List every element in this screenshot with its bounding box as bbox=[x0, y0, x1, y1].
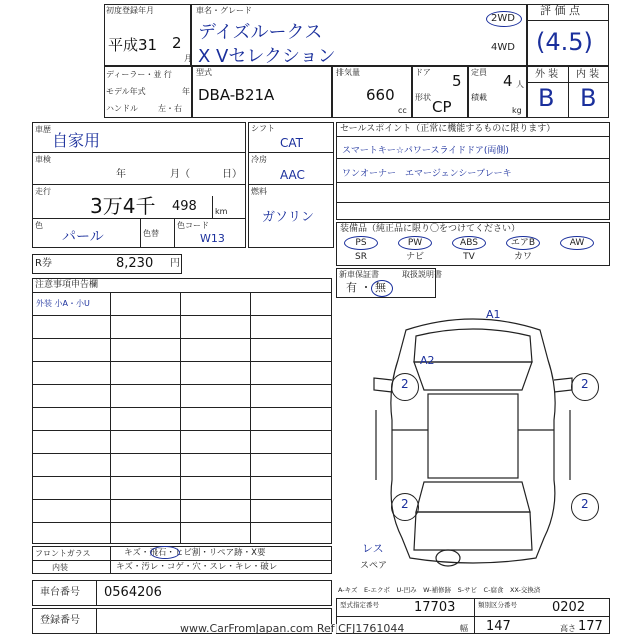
color-change-label: 色替 bbox=[143, 229, 159, 238]
notes-rule bbox=[32, 522, 332, 523]
year-unit: 年 bbox=[182, 87, 190, 96]
notes-rule bbox=[32, 384, 332, 385]
stone-chip-circle bbox=[150, 546, 180, 559]
vi-line1 bbox=[32, 152, 246, 153]
eval-score: (4.5) bbox=[536, 28, 593, 56]
type-label: 型式 bbox=[196, 68, 212, 77]
eval-label: 評 価 点 bbox=[540, 4, 580, 17]
sp-line0 bbox=[336, 136, 610, 137]
shape-label: 形状 bbox=[415, 93, 431, 102]
notes-rule bbox=[32, 499, 332, 500]
sales-point-1: スマートキー☆パワースライドドア(両側) bbox=[342, 146, 509, 156]
interior-label: 内装 bbox=[52, 563, 68, 572]
use-label: 車歴 bbox=[35, 125, 51, 134]
sp-line3 bbox=[336, 202, 610, 203]
shift-label: シフト bbox=[251, 124, 275, 133]
notes-vrule bbox=[180, 292, 181, 544]
ext-grade: B bbox=[538, 84, 555, 112]
equipment-item: カワ bbox=[513, 252, 532, 262]
km-unit: km bbox=[215, 207, 228, 216]
rear-hatch bbox=[414, 512, 532, 550]
des-vdivider bbox=[474, 598, 475, 634]
insp-month-unit: 月（ bbox=[170, 169, 190, 180]
inspection-label: 車検 bbox=[35, 155, 51, 164]
notes-label: 注意事項申告欄 bbox=[35, 280, 99, 290]
notes-rule bbox=[32, 407, 332, 408]
era-year: 平成31 bbox=[108, 36, 158, 54]
chassis-value: 0564206 bbox=[104, 585, 162, 600]
designation-label: 型式指定番号 bbox=[340, 601, 379, 609]
category-label: 類別区分番号 bbox=[478, 601, 517, 609]
handle-label: ハンドル bbox=[106, 104, 138, 113]
mileage-label: 走行 bbox=[35, 187, 51, 196]
shape-value: CP bbox=[432, 98, 452, 116]
watermark: www.CarFromJapan.com Ref CFJ1761044 bbox=[180, 622, 405, 635]
carname-label: 車名・グレード bbox=[196, 6, 252, 15]
load-label: 積載 bbox=[471, 93, 487, 102]
door-value: 5 bbox=[452, 72, 462, 90]
capacity-label: 定員 bbox=[471, 68, 487, 77]
damage-legend: A-キズ E-エクボ U-凹み W-補修跡 S-サビ C-腐食 XX-交換済 bbox=[338, 586, 541, 594]
type-value: DBA-B21A bbox=[198, 86, 275, 104]
ext-label: 外 装 bbox=[535, 69, 559, 80]
width-value: 147 bbox=[486, 619, 511, 634]
color-div2 bbox=[174, 218, 175, 248]
door-label: ドア bbox=[415, 68, 431, 77]
notes-text: 外装 小A・小U bbox=[36, 299, 90, 308]
ext-int-divider bbox=[568, 66, 569, 118]
tire-mark: 2 bbox=[581, 377, 589, 391]
color-code-label: 色コード bbox=[177, 221, 209, 230]
notes-rule bbox=[32, 315, 332, 316]
tire-mark: 2 bbox=[581, 497, 589, 511]
mileage-value: 3万4千 bbox=[90, 194, 156, 218]
first-reg-label: 初度登録年月 bbox=[106, 6, 154, 15]
recycle-label: R券 bbox=[35, 258, 52, 269]
sales-points-label: セールスポイント（正常に機能するものに限ります） bbox=[340, 124, 556, 134]
ws-vdivider bbox=[110, 546, 111, 574]
handle-value: 左・右 bbox=[158, 104, 182, 113]
chassis-label: 車台番号 bbox=[40, 587, 80, 598]
color-label: 色 bbox=[35, 221, 43, 230]
spare-label: スペア bbox=[360, 561, 388, 571]
mark-a1: A1 bbox=[486, 308, 501, 321]
equipment-circle bbox=[560, 236, 594, 250]
notes-rule bbox=[32, 361, 332, 362]
insp-year-unit: 年 bbox=[116, 169, 126, 180]
equipment-item: SR bbox=[355, 252, 367, 262]
recycle-unit: 円 bbox=[170, 258, 180, 269]
mileage-km: 498 bbox=[172, 199, 197, 214]
shift-line2 bbox=[248, 184, 334, 185]
right-mirror bbox=[554, 378, 572, 392]
sp-line1 bbox=[336, 158, 610, 159]
tire-mark: 2 bbox=[401, 377, 409, 391]
color-code-value: W13 bbox=[200, 232, 225, 245]
km-divider bbox=[212, 196, 213, 218]
fuel-value: ガソリン bbox=[262, 210, 315, 225]
equipment-item: ABS bbox=[460, 238, 478, 248]
front-glass-value: キズ・飛石・ヒビ割・リペア跡・X要 bbox=[124, 548, 266, 558]
width-label: 幅 bbox=[460, 624, 468, 633]
category-value: 0202 bbox=[552, 600, 586, 615]
equipment-label: 装備品（純正品に限り〇をつけてください） bbox=[340, 224, 521, 234]
notes-vrule bbox=[250, 292, 251, 544]
notes-rule bbox=[32, 430, 332, 431]
reg-month: 2 bbox=[172, 34, 182, 52]
notes-box bbox=[32, 278, 332, 544]
capacity-value: 4 bbox=[503, 72, 513, 90]
car-name: デイズルークス bbox=[198, 22, 323, 43]
ws-divider bbox=[32, 560, 332, 561]
ext-int-hdivider bbox=[527, 82, 609, 83]
vi-line2 bbox=[32, 184, 246, 185]
warranty-value: 有 ・ 無 bbox=[346, 281, 386, 294]
int-grade: B bbox=[580, 84, 597, 112]
equipment-circle bbox=[452, 236, 486, 250]
drive-2wd: 2WD bbox=[491, 13, 515, 24]
month-unit: 月 bbox=[184, 54, 192, 63]
warranty-label: 新車保証書 bbox=[339, 270, 379, 279]
equipment-circle bbox=[344, 236, 378, 250]
dealer-label: ディーラー・並 行 bbox=[106, 70, 172, 79]
use-value: 自家用 bbox=[52, 131, 101, 150]
tire-mark: 2 bbox=[401, 497, 409, 511]
spare-mark: レス bbox=[362, 542, 384, 555]
sales-point-2: ワンオーナー エマージェンシーブレーキ bbox=[342, 169, 512, 179]
spare-tire bbox=[436, 550, 460, 566]
car-diagram bbox=[336, 300, 610, 576]
equipment-circle bbox=[506, 236, 540, 250]
notes-rule bbox=[32, 453, 332, 454]
left-mirror bbox=[374, 378, 392, 392]
reg-label: 登録番号 bbox=[40, 615, 80, 626]
roof bbox=[428, 394, 518, 478]
mark-a2: A2 bbox=[420, 354, 435, 367]
displacement-value: 660 bbox=[366, 86, 395, 104]
notes-header-line bbox=[32, 292, 332, 293]
eval-divider bbox=[527, 20, 609, 21]
insp-day-unit: 日） bbox=[222, 169, 242, 180]
equipment-circle bbox=[398, 236, 432, 250]
ac-label: 冷房 bbox=[251, 155, 267, 164]
ac-value: AAC bbox=[280, 168, 305, 182]
notes-rule bbox=[32, 338, 332, 339]
shift-value: CAT bbox=[280, 136, 303, 150]
drive-4wd: 4WD bbox=[491, 42, 515, 53]
equipment-item: エアB bbox=[510, 238, 536, 248]
warranty-none-circle bbox=[371, 280, 393, 297]
cc-unit: cc bbox=[398, 106, 407, 115]
designation-value: 17703 bbox=[414, 600, 456, 615]
interior-value: キズ・汚レ・コゲ・穴・スレ・キレ・破レ bbox=[116, 562, 278, 572]
reg-divider bbox=[96, 608, 97, 634]
height-value: 177 bbox=[578, 619, 603, 634]
recycle-value: 8,230 bbox=[116, 256, 154, 271]
capacity-unit: 人 bbox=[516, 80, 524, 89]
fuel-label: 燃料 bbox=[251, 187, 267, 196]
equipment-item: PS bbox=[355, 238, 367, 248]
recycle-box bbox=[32, 254, 182, 274]
sp-line2 bbox=[336, 182, 610, 183]
car-grade: X Vセレクション bbox=[198, 46, 336, 67]
color-div1 bbox=[140, 218, 141, 248]
equipment-item: AW bbox=[569, 238, 585, 248]
notes-vrule bbox=[110, 292, 111, 544]
color-value: パール bbox=[62, 229, 104, 245]
equipment-item: TV bbox=[463, 252, 475, 262]
height-label: 高さ bbox=[560, 624, 576, 633]
shift-line1 bbox=[248, 152, 334, 153]
displacement-label: 排気量 bbox=[336, 68, 360, 77]
kg-unit: kg bbox=[512, 106, 522, 115]
int-label: 内 装 bbox=[576, 69, 600, 80]
equipment-item: PW bbox=[407, 238, 423, 248]
equipment-item: ナビ bbox=[405, 252, 424, 262]
manual-label: 取扱説明書 bbox=[402, 270, 442, 279]
rear-window bbox=[416, 482, 530, 512]
front-glass-label: フロントガラス bbox=[35, 549, 91, 558]
chassis-divider bbox=[96, 580, 97, 606]
model-year-label: モデル年式 bbox=[106, 87, 146, 96]
notes-rule bbox=[32, 476, 332, 477]
des-divider bbox=[336, 616, 610, 617]
